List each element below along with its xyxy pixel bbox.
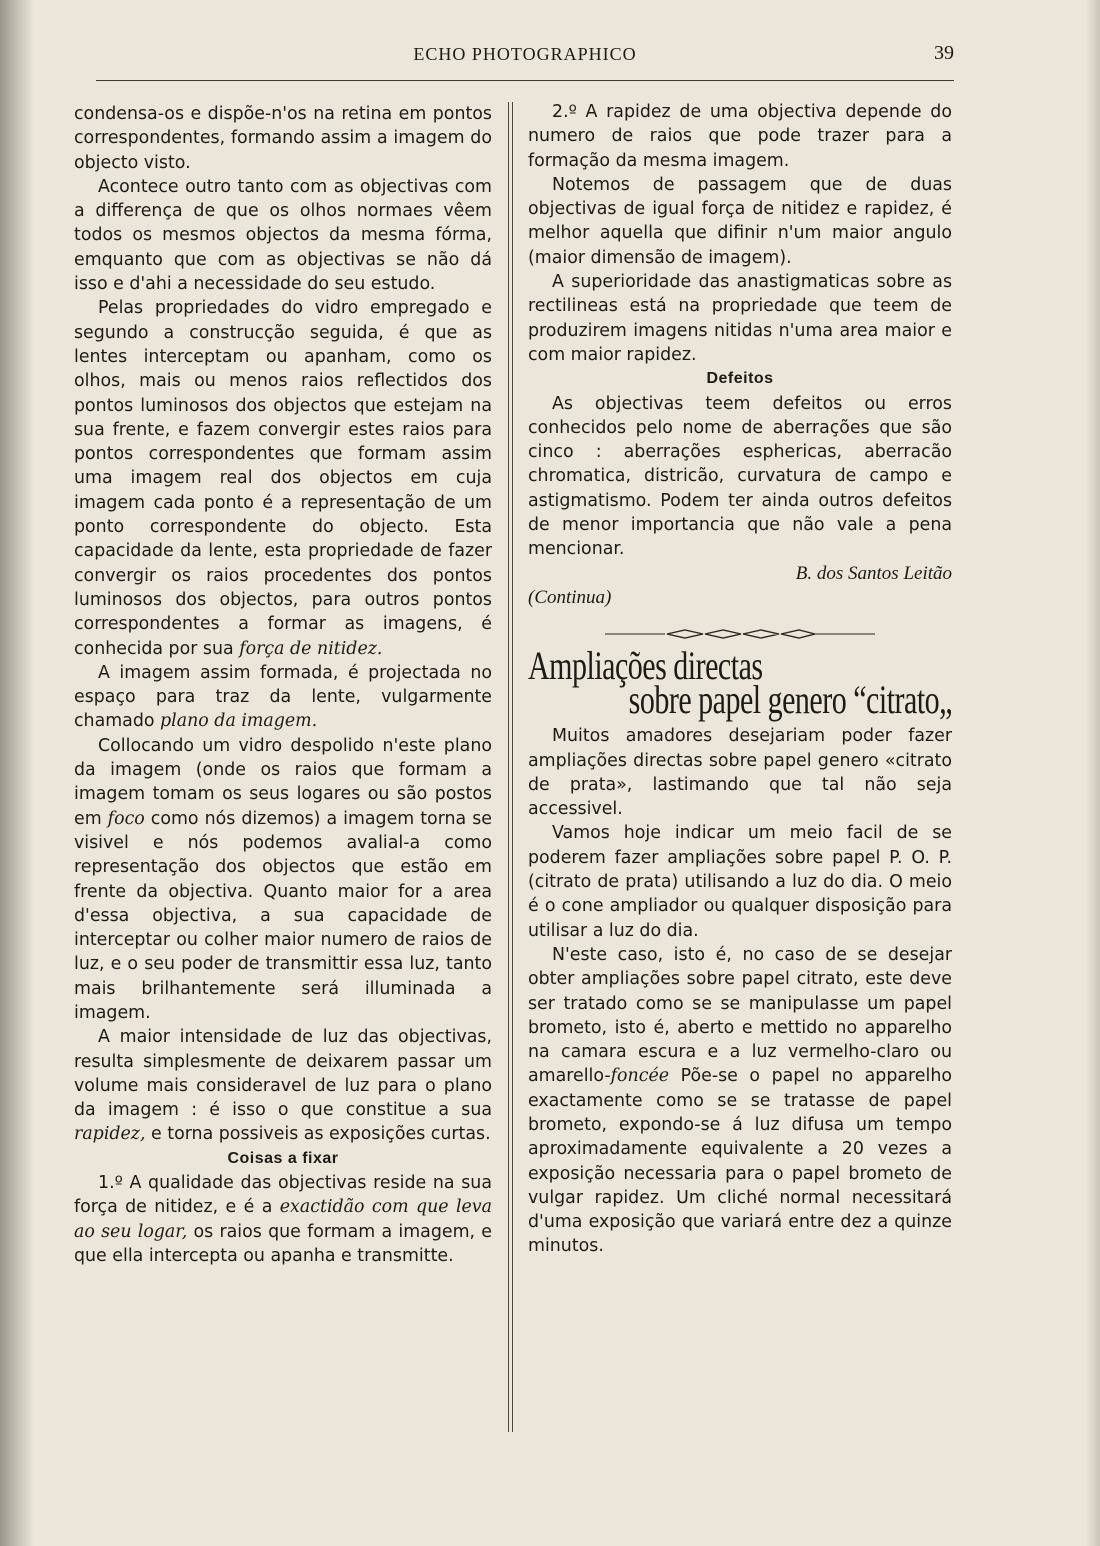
running-title: ECHO PHOTOGRAPHICO — [413, 44, 637, 64]
left-column — [74, 102, 492, 1268]
emphasis: plano da imagem. — [160, 711, 318, 732]
article-title: Ampliações directas — [528, 644, 763, 689]
text-run: e torna possiveis as exposições curtas. — [145, 1124, 491, 1145]
article-title: sobre papel genero “citrato„ — [628, 678, 952, 723]
page-number: 39 — [934, 42, 954, 64]
page-header — [96, 40, 954, 80]
paragraph — [74, 661, 492, 734]
emphasis: força de nitidez. — [239, 638, 383, 659]
emphasis: foncée — [610, 1066, 670, 1087]
paragraph — [74, 734, 492, 1026]
text-run: Põe-se o papel no apparelho exactamente como se se tratasse de papel brometo, expondo-se á luz difusa um tempo aproximadamente equivalente a 20 vezes a exposição necessaria para o papel brometo de vulgar rapidez. Um cliché normal necessitará d'uma exposição que variará entre dez a quinze minutos. — [528, 1066, 952, 1257]
text-run: Collocando um vidro despolido n'este plano da imagem (onde os raios que formam a imagem tomam os seus logares ou são postos em — [74, 735, 492, 829]
author-signature: B. dos Santos Leitão — [795, 562, 952, 584]
section-heading: Defeitos — [706, 370, 774, 388]
text-run: A maior intensidade de luz das objectivas, resulta simplesmente de deixarem passar um volume mais consideravel de luz para o plano da imagem : é isso o que constitue a sua — [74, 1027, 492, 1121]
header-rule — [96, 80, 954, 81]
paragraph: Notemos de passagem que de duas objectivas de igual força de nitidez e rapidez, é melhor aquella que difinir n'um maior angulo (maior dimensão de imagem). — [528, 174, 952, 268]
text-run: os raios que formam a imagem, e que ella intercepta ou apanha e transmitte. — [74, 1221, 492, 1266]
paragraph: As objectivas teem defeitos ou erros conhecidos pelo nome de aberrações que são cinco : aberrações esphericas, aberracão chromatica, districão, curvatura de campo e astigmatismo. Podem ter ainda outros defeitos de menor importancia que não vale a pena mencionar. — [528, 393, 952, 560]
paragraph: 2.º A rapidez de uma objectiva depende do numero de raios que pode trazer para a formação da mesma imagem. — [528, 102, 952, 171]
emphasis: foco — [107, 808, 145, 829]
paragraph — [74, 1025, 492, 1146]
page-edge-shadow — [1086, 0, 1100, 1546]
right-column — [528, 100, 952, 1259]
paragraph: Acontece outro tanto com as objectivas com a differença de que os olhos normaes vêem todos os mesmos objectos da mesma fórma, emquanto que com as objectivas se não dá isso e d'ahi a necessidade do seu estudo. — [74, 176, 492, 295]
section-heading: Coisas a fixar — [227, 1149, 339, 1167]
text-run: A imagem assim formada, é projectada no espaço para traz da lente, vulgarmente chamado — [74, 662, 492, 732]
paragraph: A superioridade das anastigmaticas sobre as rectilineas está na propriedade que teem de produzirem imagens nitidas n'uma area maior e com maior rapidez. — [528, 272, 952, 365]
emphasis: exactidão com que leva ao seu logar, — [74, 1197, 493, 1242]
page-gutter-shadow — [0, 0, 34, 1546]
paragraph — [528, 943, 952, 1259]
text-run: Pelas propriedades do vidro empregado e segundo a construcção seguida, é que as lentes interceptam ou apanham, como os olhos, mais ou menos raios reflectidos dos pontos luminosos dos objectos que estejam na sua frente, e fazem convergir estes raios para pontos correspondentes que formam assim uma imagem real dos objectos em cuja imagem cada ponto é a representação de um ponto correspondente do objecto. Esta capacidade da lente, esta propriedade de fazer convergir os raios procedentes dos pontos luminosos dos objectos, para outros pontos correspondentes a formar as imagens, é conhecida por sua — [74, 298, 492, 659]
paragraph — [74, 1171, 492, 1268]
paragraph: condensa-os e dispõe-n'os na retina em pontos correspondentes, formando assim a imagem do objecto visto. — [74, 104, 492, 173]
paragraph — [74, 296, 492, 660]
text-run: 1.º A qualidade das objectivas reside na sua força de nitidez, e é a — [74, 1173, 492, 1218]
text-run: N'este caso, isto é, no caso de se desejar obter ampliações sobre papel citrato, este deve ser tratado como se se manipulasse um papel brometo, isto é, aberto e mettido no apparelho na camara escura e a luz vermelho-claro ou amarello- — [528, 944, 952, 1087]
ornamental-divider — [605, 626, 875, 642]
column-divider-line — [508, 102, 509, 1432]
column-divider-line — [512, 102, 513, 1432]
paragraph: Vamos hoje indicar um meio facil de se poderem fazer ampliações sobre papel P. O. P. (citrato de prata) utilisando a luz do dia. O meio é o cone ampliador ou qualquer disposição para utilisar a luz do dia. — [528, 823, 952, 941]
paragraph: Muitos amadores desejariam poder fazer ampliações directas sobre papel genero «citrato de prata», lastimando que tal não seja accessivel. — [528, 726, 952, 820]
continued-note: (Continua) — [528, 586, 612, 608]
emphasis: rapidez, — [74, 1124, 146, 1145]
text-run: como nós dizemos) a imagem torna se visivel e nós podemos avalial-a como representação dos objectos que estão em frente da objectiva. Quanto maior for a area d'essa objectiva, a sua capacidade de interceptar ou colher maior numero de raios de luz, e o seu poder de transmittir essa luz, tanto mais brilhantemente será illuminada a imagem. — [74, 808, 492, 1023]
